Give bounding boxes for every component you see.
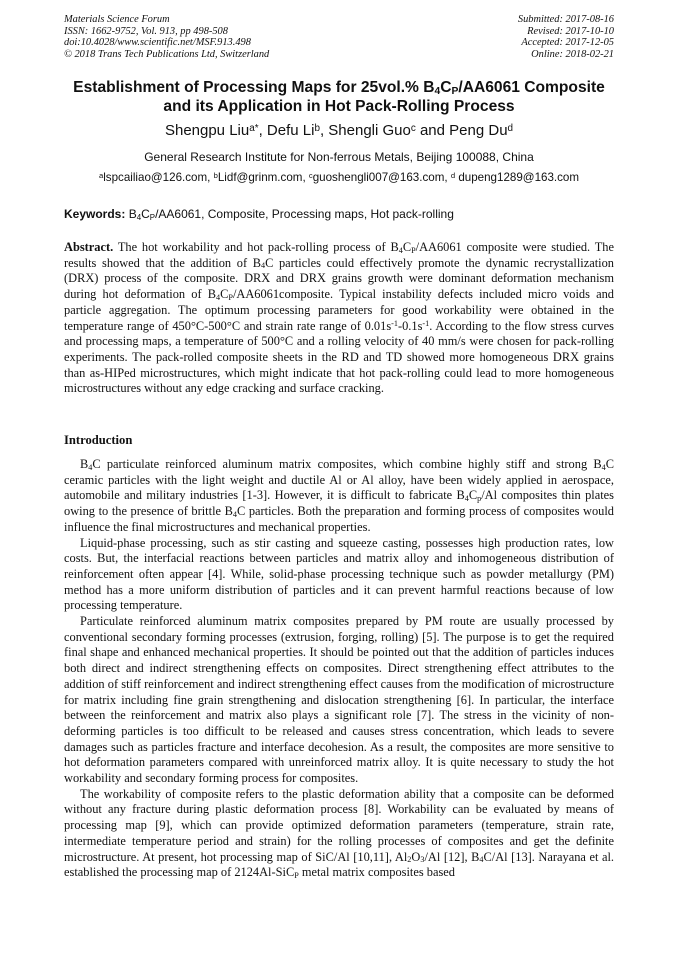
intro-paragraph-2: Liquid-phase processing, such as stir casting and squeeze casting, possesses high production rates, low costs. But, the interfacial reactions between particles and matrix alloy and inhomogeneous distribution of reinforcement often appear [4]. While, solid-phase processing technique such as powder metallurgy (PM) method has a more uniform distribution of particles and it can prevent harmful reactions because of low processing temperature. — [64, 535, 614, 613]
title-line-2: and its Application in Hot Pack-Rolling Process — [163, 98, 515, 115]
email-link[interactable]: Lidf@grinm.com — [217, 171, 303, 184]
journal-info — [64, 14, 269, 60]
intro-paragraph-3: Particulate reinforced aluminum matrix composites prepared by PM route are usually processed by conventional secondary forming processes (extrusion, forging, rolling) [5]. The purpose is to get the required final shape and enhanced mechanical properties. It should be pointed out that the addition of particles induces both direct and indirect strengthening effects on composites. Direct strengthening effect attributes to the addition of stiff reinforcement and indirect strengthening effect causes from the modification of microstructure for matrix including fine grain strengthening and dislocation strengthening [6]. In particular, the interface between the reinforcement and matrix also plays a significant role [7]. The stress in the vicinity of non-deforming particles is too difficult to be released and causes stress concentration, which leads to severe damages such as particles fracture and interface decohesion. As a result, the composites are more sensitive to hot deformation parameters compared with unreinforced matrix alloy. It is quite necessary to study the hot workability and secondary forming process for composites. — [64, 614, 614, 786]
affiliation: General Research Institute for Non-ferrous Metals, Beijing 100088, China — [144, 150, 534, 164]
journal-name: Materials Science Forum — [64, 14, 170, 25]
abstract — [64, 240, 614, 397]
author-emails: $^a$lspcailiao@126.com, $^b$Lidf@grinm.com, $^c$guoshengli007@163.com, $^d$ dupeng1289@163.com — [98, 170, 580, 184]
date-revised: Revised: 2017-10-10 — [527, 25, 614, 37]
author-name: Shengpu Liu — [164, 122, 250, 139]
journal-copyright: © 2018 Trans Tech Publications Ltd, Switzerland — [64, 48, 270, 60]
date-accepted: Accepted: 2017-12-05 — [521, 37, 614, 48]
intro-paragraph-4: The workability of composite refers to the plastic deformation ability that a composite can be deformed without any fracture during plastic deformation process [8]. Workability can be evaluated by means of processing map [9], which can provide optimized deformation parameters (temperature, strain rate, intermediate temperature period and strain) for the rolling processes of composites and get the definite microstructure. At present, hot processing map of SiC/Al [10,11], $Al_2O_3/Al$ [12], $B_4C/Al$ [13]. Narayana et al. established the processing map of 2124Al-SiC$_P$ metal matrix composites based — [64, 786, 614, 880]
journal-doi: doi:10.4028/www.scientific.net/MSF.913.498 — [64, 37, 251, 48]
author-name: Peng Du — [449, 122, 508, 139]
abstract-label: Abstract. — [64, 240, 114, 254]
keywords-label: Keywords: — [64, 207, 126, 221]
abstract-text: Abstract. The hot workability and hot pack-rolling process of $B_4C_P/AA6061$ composite were studied. The results showed that the addition of $B_4C$ particles could effectively promote the dynamic recrystallization (DRX) process of the composite. DRX and DRX grains growth were dominant deformation mechanism during hot deformation of $B_4C_P/AA6061composite$. Typical instability defects included micro voids and particle aggregation. The optimum processing parameters for good workability were obtained in the temperature range of 450°C-500°C and strain rate range of $0.01s^{-1}-0.1s^{-1}$. According to the flow stress curves and processing maps, a temperature of 500°C and a rolling velocity of 40 mm/s were chosen for pack-rolling experiments. The pack-rolled composite sheets in the RD and TD showed more homogeneous DRX grains than as-HIPed microstructures, which might indicate that hot pack-rolling could lead to more homogeneous microstructures without any edge cracking and surface cracking. — [64, 240, 615, 396]
title-line-1: Establishment of Processing Maps for 25vol.% $B_4C_P/AA6061$ Composite — [73, 79, 605, 98]
author-list: Shengpu Liu$^{a*}$, Defu Li$^b$, Shengli Guo$^c$ and Peng Du$^d$ — [164, 122, 514, 139]
keywords: Keywords: $B_4C_P/AA6061$, Composite, Processing maps, Hot pack-rolling — [64, 207, 454, 222]
author-name: Shengli Guo — [328, 122, 411, 139]
date-submitted: Submitted: 2017-08-16 — [517, 14, 614, 25]
email-link[interactable]: lspcailiao@126.com — [103, 171, 208, 184]
section-heading-introduction: Introduction — [64, 433, 133, 447]
introduction-body — [64, 457, 614, 881]
email-link[interactable]: guoshengli007@163.com — [312, 171, 445, 184]
author-name: Defu Li — [266, 122, 315, 139]
journal-issn: ISSN: 1662-9752, Vol. 913, pp 498-508 — [64, 25, 228, 37]
date-online: Online: 2018-02-21 — [531, 48, 614, 60]
email-link[interactable]: dupeng1289@163.com — [455, 171, 580, 184]
publication-dates — [518, 14, 614, 60]
paper-title — [40, 78, 638, 116]
intro-paragraph-1: $B_4C$ particulate reinforced aluminum matrix composites, which combine highly stiff and strong $B_4C$ ceramic particles with the light weight and ductile Al or Al alloy, have been widely applied in aerospace, automobile and military industries [1-3]. However, it is difficult to fabricate $B_4C_p/Al$ composites thin plates owing to the presence of brittle $B_4C$ particles. Both the preparation and forming process of composites would influence the final microstructures and mechanical properties. — [64, 457, 615, 534]
